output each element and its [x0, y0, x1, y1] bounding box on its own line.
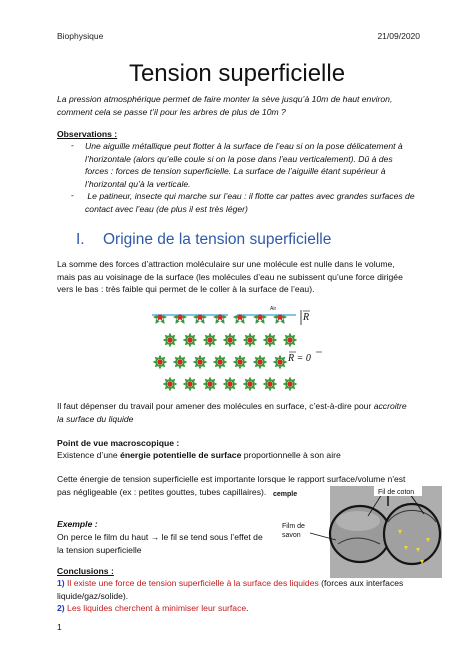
conclusions-heading: Conclusions :: [57, 566, 114, 576]
observation-item-needle: [85, 140, 435, 190]
observation-line: l’horizontal qu’à la verticale.: [85, 178, 191, 189]
molecule-dot: [177, 314, 182, 319]
molecule-grid: [154, 314, 297, 390]
molecule-dot: [237, 359, 242, 364]
molecule-dot: [247, 381, 252, 386]
bulk-force-label: [287, 352, 322, 364]
observations-heading: Observations :: [57, 129, 118, 139]
conclusion-number: 2): [57, 603, 65, 613]
molecule-dot: [217, 314, 222, 319]
section-heading: [76, 231, 331, 249]
observation-item-insect: [85, 190, 435, 215]
page-title: Tension superficielle: [128, 60, 346, 87]
exemple-text: [57, 531, 272, 556]
film-label-line: savon: [282, 532, 301, 539]
paragraph-line: La somme des forces d’attraction moléculaire sur une molécule est nulle dans le volume,: [57, 259, 395, 269]
molecular-forces-paragraph: [57, 258, 429, 296]
macro-heading: Point de vue macroscopique :: [57, 438, 180, 448]
bullet-marker: -: [71, 140, 74, 150]
section-number: I.: [76, 231, 85, 248]
observation-line: forces : forces de tension superficielle. La surface de l’aiguille étant supérieur à: [85, 166, 386, 177]
molecule-dot: [257, 359, 262, 364]
observation-line: contact avec l’eau (de plus il est très léger): [85, 203, 248, 214]
air-label: Air: [270, 306, 277, 312]
molecule-dot: [227, 337, 232, 342]
molecule-dot: [187, 337, 192, 342]
molecule-dot: [277, 359, 282, 364]
molecule-dot: [157, 359, 162, 364]
molecules-figure: [152, 300, 324, 400]
paragraph-line: Cette énergie de tension superficielle est importante lorsque le rapport surface/volume n'est: [57, 474, 406, 484]
paragraph-line: pas négligeable (ex : petites gouttes, tubes capillaires).: [57, 486, 267, 497]
molecule-dot: [247, 337, 252, 342]
conclusion-number: 1): [57, 578, 65, 588]
molecule-dot: [277, 314, 282, 319]
svg-text:R = 0: R = 0: [288, 353, 311, 364]
svg-text:R: R: [303, 312, 310, 323]
molecule-dot: [257, 314, 262, 319]
molecule-dot: [187, 381, 192, 386]
right-ring: [384, 504, 440, 564]
film-label-line: Film de: [282, 523, 305, 530]
fil-label: Fil de coton: [378, 489, 415, 496]
molecule-dot: [197, 314, 202, 319]
work-paragraph: [57, 400, 429, 425]
bullet-marker: -: [71, 190, 74, 200]
paragraph-line: vers le bas : très faible qui permet de le coller à la surface de l’eau).: [57, 284, 315, 295]
molecule-dot: [267, 381, 272, 386]
exemple-heading: Exemple :: [57, 519, 98, 529]
molecule-dot: [177, 359, 182, 364]
page-number: 1: [57, 622, 62, 632]
work-text-italic: la surface du liquide: [57, 413, 134, 424]
molecule-dot: [207, 381, 212, 386]
molecule-dot: [167, 381, 172, 386]
molecule-dot: [167, 337, 172, 342]
molecule-dot: [287, 337, 292, 342]
molecule-dot: [157, 314, 162, 319]
molecule-dot: [267, 337, 272, 342]
conclusion-2: 2) Les liquides cherchent à minimiser leur surface.: [57, 603, 249, 613]
section-title: Origine de la tension superficielle: [103, 231, 332, 248]
conclusion-red-text: Il existe une force de tension superficielle à la surface des liquides: [64, 578, 319, 588]
work-text: Il faut dépenser du travail pour amener des molécules en surface, c’est-à-dire pour: [57, 401, 374, 411]
exemple-line: la tension superficielle: [57, 544, 142, 555]
conclusion-red-text: Les liquides cherchent à minimiser leur surface: [64, 603, 247, 613]
intro-line: comment cela se passe t’il pour les arbres de plus de 10m ?: [57, 106, 286, 117]
corner-label: cemple: [273, 491, 298, 498]
observation-line: Le patineur, insecte qui marche sur l’eau : il flotte car pattes avec grandes surfaces de: [85, 191, 415, 201]
work-text-italic: accroitre: [373, 401, 407, 411]
molecule-dot: [207, 337, 212, 342]
molecule-dot: [237, 314, 242, 319]
intro-paragraph: [57, 93, 429, 118]
molecule-dot: [287, 381, 292, 386]
molecule-dot: [227, 381, 232, 386]
molecule-dot: [217, 359, 222, 364]
observation-line: Une aiguille métallique peut flotter à la surface de l’eau si on la pose délicatement à: [85, 141, 403, 151]
surface-force-label: [301, 310, 310, 325]
macro-line: Existence d’une énergie potentielle de surface proportionnelle à son aire: [57, 450, 341, 460]
header-left: Biophysique: [57, 31, 104, 41]
exemple-line: On perce le film du haut → le fil se tend sous l’effet de: [57, 532, 263, 542]
paragraph-line: mais pas au voisinage de la surface (les molécules d’eau ne subissent qu’une force dirigée: [57, 271, 403, 282]
molecule-dot: [197, 359, 202, 364]
observation-line: l’horizontale (alors qu’elle coule si on la pose dans l’eau verticalement). Dû à des: [85, 153, 393, 164]
conclusion-1: 1) Il existe une force de tension superficielle à la surface des liquides (forces aux interfaces liquide/gaz/solide).: [57, 578, 404, 601]
intro-line: La pression atmosphérique permet de faire monter la sève jusqu’à 10m de haut environ,: [57, 94, 393, 104]
header-right: 21/09/2020: [377, 31, 420, 41]
